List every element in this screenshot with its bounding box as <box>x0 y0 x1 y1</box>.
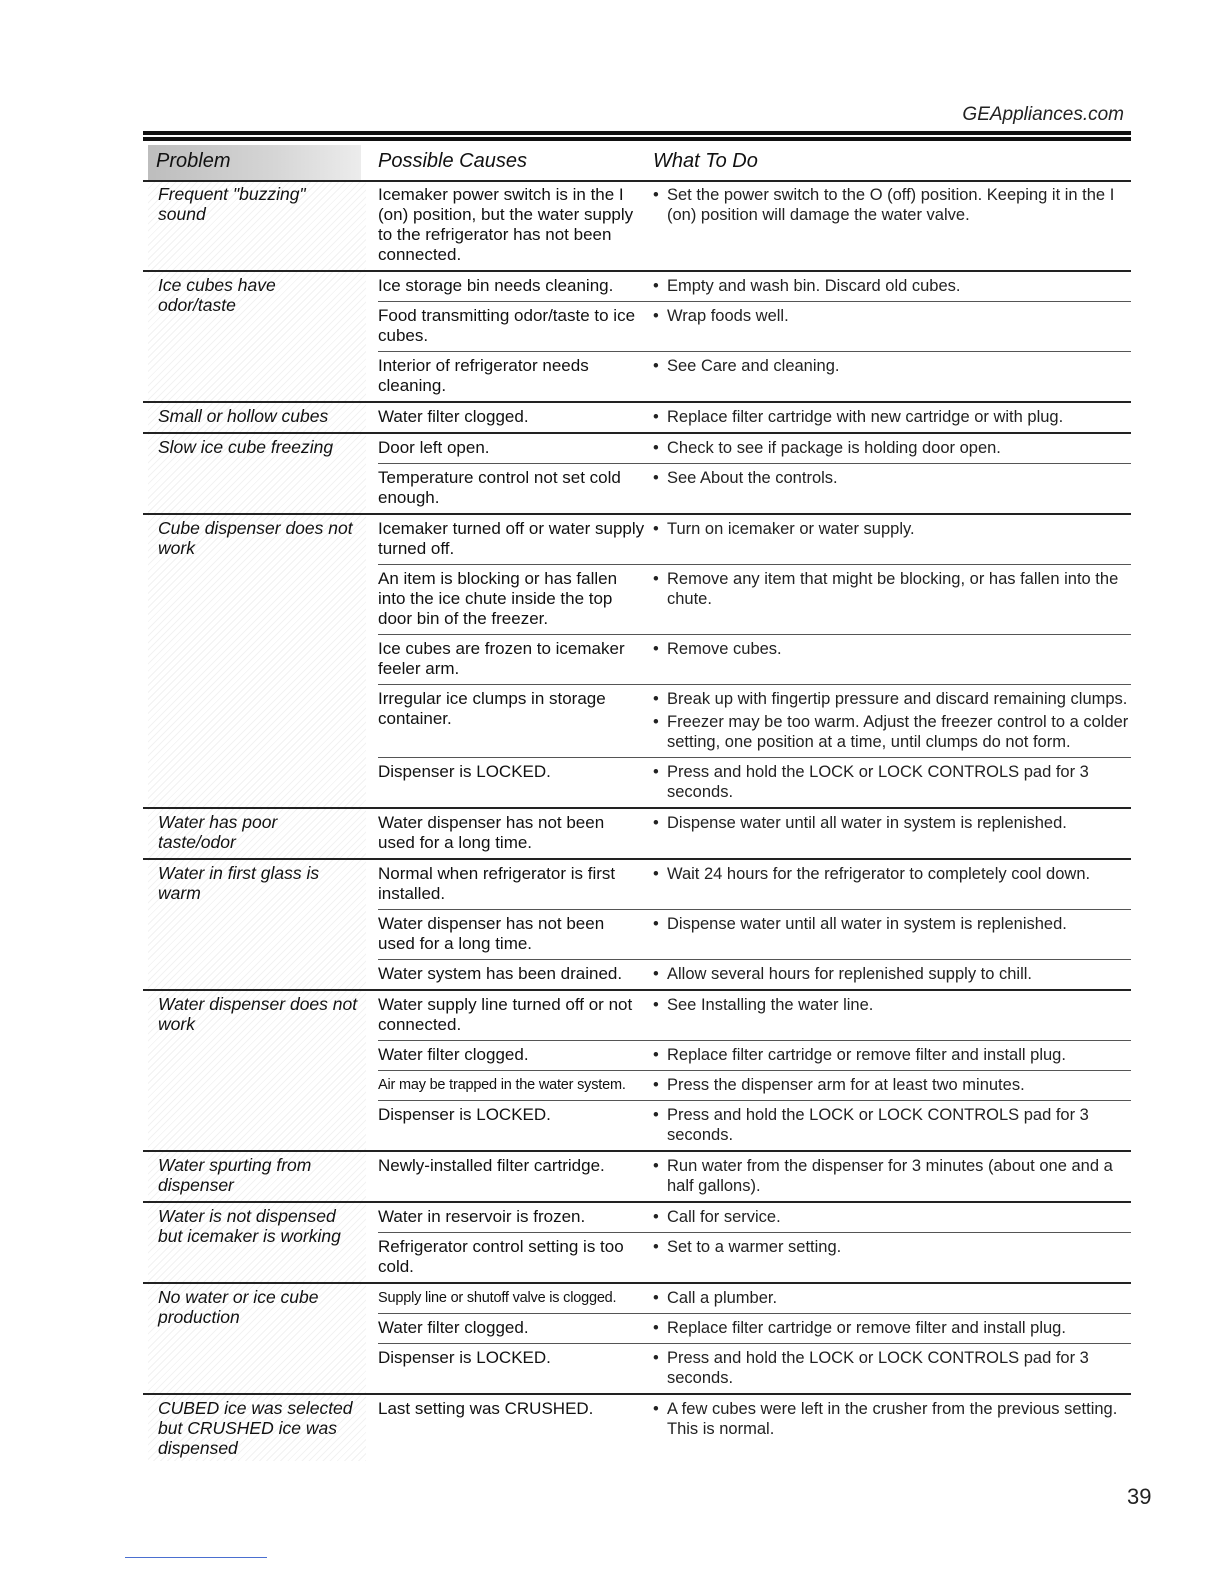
table-row <box>378 809 1131 858</box>
cause-rows <box>378 434 1131 513</box>
table-header <box>143 145 1131 182</box>
what-to-do <box>653 1075 1131 1095</box>
what-to-do <box>653 185 1131 265</box>
action-item: • Call for service. <box>653 1207 1131 1227</box>
table-row <box>378 181 1131 270</box>
table-row <box>378 272 1131 301</box>
problem-label: No water or ice cube production <box>148 1284 366 1393</box>
what-to-do <box>653 1207 1131 1227</box>
possible-cause: Ice cubes are frozen to icemaker feeler arm. <box>378 639 625 678</box>
table-row <box>378 434 1131 463</box>
possible-cause: Water supply line turned off or not connected. <box>378 995 633 1034</box>
table-row <box>378 515 1131 564</box>
action-item: • Press and hold the LOCK or LOCK CONTROLS pad for 3 seconds. <box>653 1105 1131 1145</box>
what-to-do <box>653 914 1131 954</box>
what-to-do <box>653 864 1131 904</box>
action-item: • Freezer may be too warm. Adjust the freezer control to a colder setting, one position at a time, until clumps do not form. <box>653 712 1131 752</box>
what-to-do <box>653 407 1131 427</box>
action-item: • Replace filter cartridge or remove filter and install plug. <box>653 1045 1131 1065</box>
table-row <box>378 1152 1131 1201</box>
what-to-do <box>653 639 1131 679</box>
column-header-causes: Possible Causes <box>378 150 527 172</box>
page-number: 39 <box>1127 1484 1152 1509</box>
problem-group <box>143 272 1131 403</box>
action-item: • Press and hold the LOCK or LOCK CONTROLS pad for 3 seconds. <box>653 762 1131 802</box>
problem-label: Ice cubes have odor/taste <box>148 272 366 401</box>
what-to-do <box>653 276 1131 296</box>
what-to-do <box>653 519 1131 559</box>
problem-label: Small or hollow cubes <box>148 403 366 432</box>
cause-rows <box>378 1284 1131 1393</box>
table-row <box>378 959 1131 989</box>
what-to-do <box>653 1156 1131 1196</box>
possible-cause: Refrigerator control setting is too cold. <box>378 1237 624 1276</box>
action-item: • Break up with fingertip pressure and discard remaining clumps. <box>653 689 1131 709</box>
possible-cause: Water dispenser has not been used for a long time. <box>378 813 605 852</box>
possible-cause: Normal when refrigerator is first installed. <box>378 864 616 903</box>
table-row <box>378 1203 1131 1232</box>
table-row <box>378 1070 1131 1100</box>
what-to-do <box>653 995 1131 1035</box>
action-item: • See About the controls. <box>653 468 1131 488</box>
action-item: • Dispense water until all water in system is replenished. <box>653 914 1131 934</box>
column-header-problem: Problem <box>148 145 361 180</box>
cause-rows <box>378 809 1131 858</box>
action-item: • See Installing the water line. <box>653 995 1131 1015</box>
action-item: • Set the power switch to the O (off) position. Keeping it in the I (on) position will damage the water valve. <box>653 185 1131 225</box>
possible-cause: An item is blocking or has fallen into the ice chute inside the top door bin of the freezer. <box>378 569 618 628</box>
problem-group <box>143 181 1131 272</box>
cause-rows <box>378 515 1131 807</box>
possible-cause: Supply line or shutoff valve is clogged. <box>378 1290 617 1306</box>
table-row <box>378 1040 1131 1070</box>
table-row <box>378 684 1131 757</box>
what-to-do <box>653 1348 1131 1388</box>
problem-label: Water dispenser does not work <box>148 991 366 1150</box>
table-row <box>378 403 1131 432</box>
table-row <box>378 860 1131 909</box>
header-rule-top <box>143 131 1131 135</box>
what-to-do <box>653 762 1131 802</box>
problem-group <box>143 809 1131 860</box>
table-row <box>378 1232 1131 1282</box>
cause-rows <box>378 272 1131 401</box>
problem-group <box>143 515 1131 809</box>
problem-label: CUBED ice was selected but CRUSHED ice was dispensed <box>148 1395 366 1461</box>
table-row <box>378 1284 1131 1313</box>
problem-group <box>143 1203 1131 1284</box>
possible-cause: Newly-installed filter cartridge. <box>378 1156 605 1175</box>
cause-rows <box>378 860 1131 989</box>
what-to-do <box>653 356 1131 396</box>
possible-cause: Interior of refrigerator needs cleaning. <box>378 356 589 395</box>
problem-label: Cube dispenser does not work <box>148 515 366 807</box>
action-item: • A few cubes were left in the crusher from the previous setting. This is normal. <box>653 1399 1131 1439</box>
cause-rows <box>378 1203 1131 1282</box>
action-item: • Press the dispenser arm for at least two minutes. <box>653 1075 1131 1095</box>
what-to-do <box>653 813 1131 853</box>
what-to-do <box>653 1237 1131 1277</box>
possible-cause: Water system has been drained. <box>378 964 623 983</box>
problem-group <box>143 434 1131 515</box>
table-row <box>378 1395 1131 1444</box>
action-item: • Dispense water until all water in system is replenished. <box>653 813 1131 833</box>
problem-group <box>143 1284 1131 1395</box>
action-item: • Replace filter cartridge or remove filter and install plug. <box>653 1318 1131 1338</box>
what-to-do <box>653 1288 1131 1308</box>
possible-cause: Irregular ice clumps in storage container. <box>378 689 606 728</box>
what-to-do <box>653 1105 1131 1145</box>
problem-label: Water spurting from dispenser <box>148 1152 366 1201</box>
problem-group <box>143 403 1131 434</box>
action-item: • Wait 24 hours for the refrigerator to completely cool down. <box>653 864 1131 884</box>
table-row <box>378 634 1131 684</box>
possible-cause: Water filter clogged. <box>378 407 529 426</box>
table-row <box>378 301 1131 351</box>
action-item: • Allow several hours for replenished supply to chill. <box>653 964 1131 984</box>
site-url: GEAppliances.com <box>962 104 1124 125</box>
what-to-do <box>653 1045 1131 1065</box>
table-row <box>378 1100 1131 1150</box>
possible-cause: Water filter clogged. <box>378 1045 529 1064</box>
table-row <box>378 351 1131 401</box>
what-to-do <box>653 1318 1131 1338</box>
table-row <box>378 564 1131 634</box>
what-to-do <box>653 569 1131 629</box>
cause-rows <box>378 1395 1131 1461</box>
table-row <box>378 991 1131 1040</box>
problem-group <box>143 1152 1131 1203</box>
possible-cause: Temperature control not set cold enough. <box>378 468 621 507</box>
action-item: • Press and hold the LOCK or LOCK CONTROLS pad for 3 seconds. <box>653 1348 1131 1388</box>
possible-cause: Dispenser is LOCKED. <box>378 1348 551 1367</box>
cause-rows <box>378 403 1131 432</box>
what-to-do <box>653 1399 1131 1439</box>
action-item: • Turn on icemaker or water supply. <box>653 519 1131 539</box>
table-row <box>378 1343 1131 1393</box>
possible-cause: Ice storage bin needs cleaning. <box>378 276 614 295</box>
table-row <box>378 1313 1131 1343</box>
possible-cause: Air may be trapped in the water system. <box>378 1077 626 1093</box>
column-header-todo: What To Do <box>653 150 758 172</box>
action-item: • Run water from the dispenser for 3 minutes (about one and a half gallons). <box>653 1156 1131 1196</box>
what-to-do <box>653 468 1131 508</box>
possible-cause: Icemaker power switch is in the I (on) position, but the water supply to the refrigerator has not been connected. <box>378 185 634 264</box>
action-item: • Remove any item that might be blocking, or has fallen into the chute. <box>653 569 1131 609</box>
problem-group <box>143 860 1131 991</box>
possible-cause: Water dispenser has not been used for a long time. <box>378 914 605 953</box>
action-item: • Wrap foods well. <box>653 306 1131 326</box>
action-item: • See Care and cleaning. <box>653 356 1131 376</box>
action-item: • Empty and wash bin. Discard old cubes. <box>653 276 1131 296</box>
problem-group <box>143 1395 1131 1461</box>
cause-rows <box>378 991 1131 1150</box>
possible-cause: Water in reservoir is frozen. <box>378 1207 586 1226</box>
table-row <box>378 463 1131 513</box>
table-row <box>378 909 1131 959</box>
problem-label: Water in first glass is warm <box>148 860 366 989</box>
problem-group <box>143 991 1131 1152</box>
possible-cause: Last setting was CRUSHED. <box>378 1399 594 1418</box>
problem-label: Frequent "buzzing" sound <box>148 181 366 270</box>
possible-cause: Icemaker turned off or water supply turned off. <box>378 519 645 558</box>
what-to-do <box>653 689 1131 752</box>
action-item: • Call a plumber. <box>653 1288 1131 1308</box>
problem-label: Water has poor taste/odor <box>148 809 366 858</box>
possible-cause: Food transmitting odor/taste to ice cubes. <box>378 306 636 345</box>
possible-cause: Water filter clogged. <box>378 1318 529 1337</box>
cause-rows <box>378 1152 1131 1201</box>
what-to-do <box>653 306 1131 346</box>
possible-cause: Dispenser is LOCKED. <box>378 762 551 781</box>
header-rule-bottom <box>143 137 1131 141</box>
possible-cause: Door left open. <box>378 438 490 457</box>
what-to-do <box>653 964 1131 984</box>
problem-label: Water is not dispensed but icemaker is working <box>148 1203 366 1282</box>
problem-label: Slow ice cube freezing <box>148 434 366 513</box>
action-item: • Check to see if package is holding door open. <box>653 438 1131 458</box>
footer-line <box>125 1557 267 1558</box>
what-to-do <box>653 438 1131 458</box>
action-item: • Set to a warmer setting. <box>653 1237 1131 1257</box>
cause-rows <box>378 181 1131 270</box>
possible-cause: Dispenser is LOCKED. <box>378 1105 551 1124</box>
action-item: • Replace filter cartridge with new cartridge or with plug. <box>653 407 1131 427</box>
action-item: • Remove cubes. <box>653 639 1131 659</box>
table-row <box>378 757 1131 807</box>
troubleshooting-table <box>143 181 1131 1461</box>
